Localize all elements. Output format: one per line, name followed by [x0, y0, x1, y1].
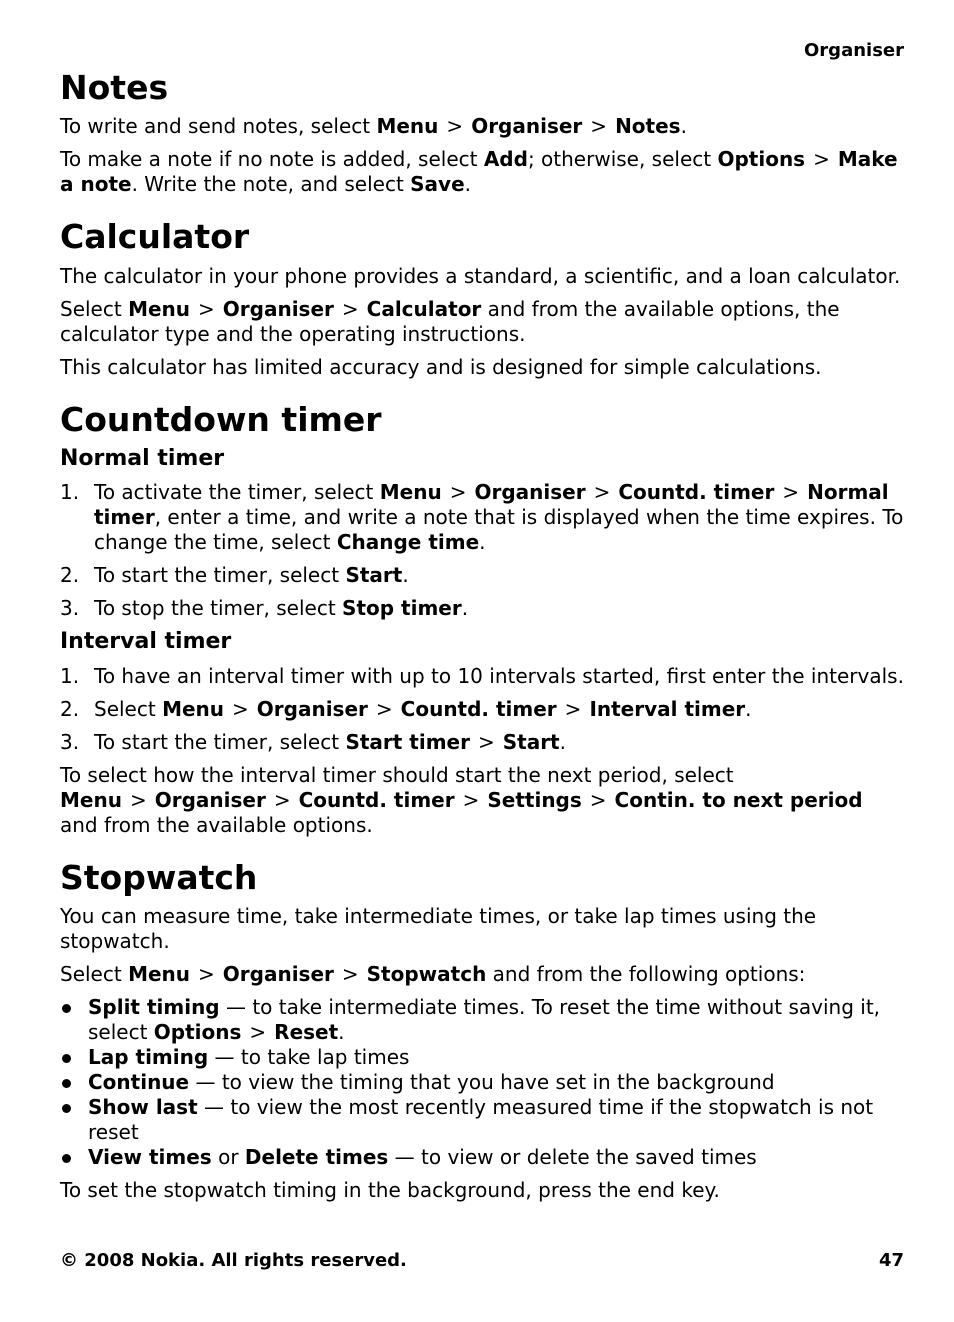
document-page [60, 0, 904, 1322]
bullet-icon [62, 1079, 71, 1088]
calculator-paragraph-1: The calculator in your phone provides a standard, a scientific, and a loan calculator. [60, 263, 901, 288]
list-item: 3. To start the timer, select Start timer > Start. [60, 729, 566, 754]
interval-timer-steps [60, 664, 904, 755]
stopwatch-options-list [60, 995, 904, 1170]
bullet-icon [62, 1054, 71, 1063]
page-number: 47 [878, 1250, 904, 1271]
list-item: 2. Select Menu > Organiser > Countd. timer > Interval timer. [60, 696, 752, 721]
bullet-icon [62, 1004, 71, 1013]
calculator-paragraph-2: Select Menu > Organiser > Calculator and from the available options, the calculator type and the operating instructions. [60, 296, 840, 346]
normal-timer-steps [60, 480, 904, 621]
interval-timer-paragraph: To select how the interval timer should start the next period, select Menu > Organiser > Countd. timer > Settings > Contin. to next period and from the available options. [60, 762, 863, 837]
list-item: 2. To start the timer, select Start. [60, 563, 409, 588]
list-item: Split timing — to take intermediate times. To reset the time without saving it, select Options > Reset. [60, 995, 904, 1045]
bullet-icon [62, 1154, 71, 1163]
list-item: 1. To have an interval timer with up to 10 intervals started, first enter the intervals. [60, 663, 904, 688]
countdown-heading: Countdown timer [60, 399, 382, 439]
page-content [60, 70, 904, 1203]
stopwatch-paragraph-3: To set the stopwatch timing in the background, press the end key. [60, 1177, 720, 1202]
list-item: Show last — to view the most recently measured time if the stopwatch is not reset [60, 1095, 904, 1145]
stopwatch-heading: Stopwatch [60, 857, 258, 897]
stopwatch-paragraph-2: Select Menu > Organiser > Stopwatch and from the following options: [60, 961, 806, 986]
calculator-heading: Calculator [60, 217, 250, 257]
bullet-icon [62, 1104, 71, 1113]
notes-paragraph-1: To write and send notes, select Menu > Organiser > Notes. [60, 114, 687, 139]
running-header: Organiser [804, 40, 904, 61]
list-item: View times or Delete times — to view or delete the saved times [60, 1145, 904, 1170]
page-footer [60, 1250, 904, 1271]
calculator-paragraph-3: This calculator has limited accuracy and is designed for simple calculations. [60, 354, 822, 379]
notes-paragraph-2: To make a note if no note is added, select Add; otherwise, select Options > Make a note. Write the note, and select Save. [60, 147, 898, 197]
notes-heading: Notes [60, 68, 169, 107]
interval-timer-subheading: Interval timer [60, 629, 232, 655]
list-item: 1. To activate the timer, select Menu > Organiser > Countd. timer > Normal timer, enter a time, and write a note that is displayed when the time expires. To change the time, select Change time. [60, 480, 904, 555]
list-item: Lap timing — to take lap times [60, 1045, 904, 1070]
list-item: 3. To stop the timer, select Stop timer. [60, 596, 469, 621]
list-item: Continue — to view the timing that you have set in the background [60, 1070, 904, 1095]
stopwatch-paragraph-1: You can measure time, take intermediate times, or take lap times using the stopwatch. [60, 903, 817, 953]
copyright-notice: © 2008 Nokia. All rights reserved. [60, 1250, 407, 1271]
normal-timer-subheading: Normal timer [60, 445, 225, 471]
